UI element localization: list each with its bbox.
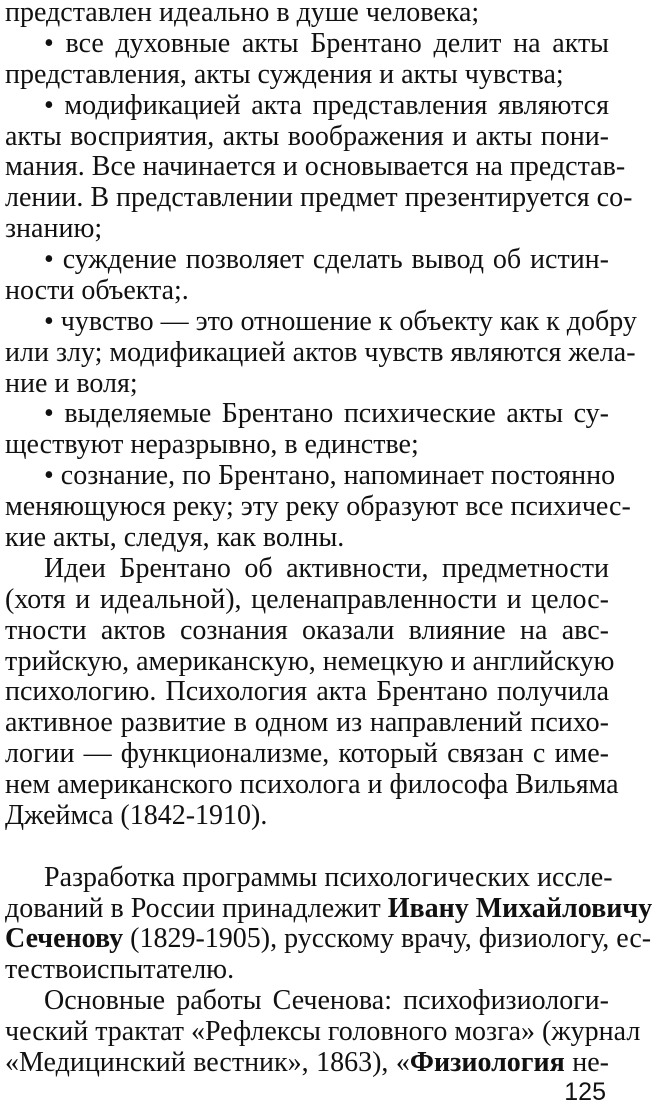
text-line: [5, 922, 652, 955]
list-item-line: • все духовные акты Брентано делит на акты: [44, 28, 609, 59]
list-item-line: • чувство — это отношение к объекту как к добру: [44, 306, 637, 337]
text-line: представления, акты суждения и акты чувства;: [5, 59, 564, 90]
text-line: меняющуюся реку; эту реку образуют все психичес-: [5, 491, 631, 522]
text-line: ческий трактат «Рефлексы головного мозга» (журнал: [5, 1016, 641, 1047]
text-line: знанию;: [5, 213, 103, 244]
list-item-line: • выделяемые Брентано психические акты су-: [44, 398, 609, 429]
paragraph-first-line: Идеи Брентано об активности, предметности: [44, 553, 609, 584]
list-item-line: • суждение позволяет сделать вывод об истин-: [44, 244, 609, 275]
paragraph-first-line: Разработка программы психологических иссле-: [44, 862, 613, 893]
text-line: тности актов сознания оказали влияние на авс-: [5, 615, 609, 646]
text-line: Джеймса (1842-1910).: [5, 800, 268, 831]
text-line: логии — функционализме, который связан с име-: [5, 738, 609, 769]
text-line: трийскую, американскую, немецкую и английскую: [5, 646, 615, 677]
text-run: дований в России принадлежит: [5, 893, 381, 924]
text-run: не-: [564, 1047, 609, 1078]
list-item-line: • модификацией акта представления являются: [44, 90, 609, 121]
text-line: тествоиспытателю.: [5, 954, 235, 985]
text-line: ние и воля;: [5, 368, 138, 399]
text-line: [5, 892, 652, 925]
text-line: или злу; модификацией актов чувств являются жела-: [5, 337, 636, 368]
text-line: представлен идеально в душе человека;: [5, 0, 480, 28]
page-number: 125: [564, 1078, 606, 1106]
text-line: акты восприятия, акты воображения и акты пони-: [5, 121, 609, 152]
text-line: ществуют неразрывно, в единстве;: [5, 429, 419, 460]
text-line: (хотя и идеальной), целенаправленности и целос-: [5, 584, 609, 615]
text-line: мания. Все начинается и основывается на представ-: [5, 151, 626, 182]
bold-name: Ивану Михайловичу: [387, 893, 652, 924]
text-line: лении. В представлении предмет презентируется со-: [5, 182, 633, 213]
bold-name: Сеченову: [5, 923, 124, 954]
text-line: активное развитие в одном из направлений психо-: [5, 707, 609, 738]
text-line: [5, 1046, 609, 1079]
text-run: (1829-1905), русскому врачу, физиологу, ес-: [123, 923, 652, 954]
text-line: психологию. Психология акта Брентано получила: [5, 676, 609, 707]
paragraph-first-line: Основные работы Сеченова: психофизиологи-: [44, 985, 609, 1016]
text-line: ности объекта;.: [5, 275, 189, 306]
list-item-line: • сознание, по Брентано, напоминает постоянно: [44, 460, 616, 491]
text-line: кие акты, следуя, как волны.: [5, 522, 345, 553]
bold-title: Физиология: [409, 1047, 565, 1078]
text-run: «Медицинский вестник», 1863), «: [5, 1047, 410, 1078]
text-line: нем американского психолога и философа Вильяма: [5, 769, 619, 800]
